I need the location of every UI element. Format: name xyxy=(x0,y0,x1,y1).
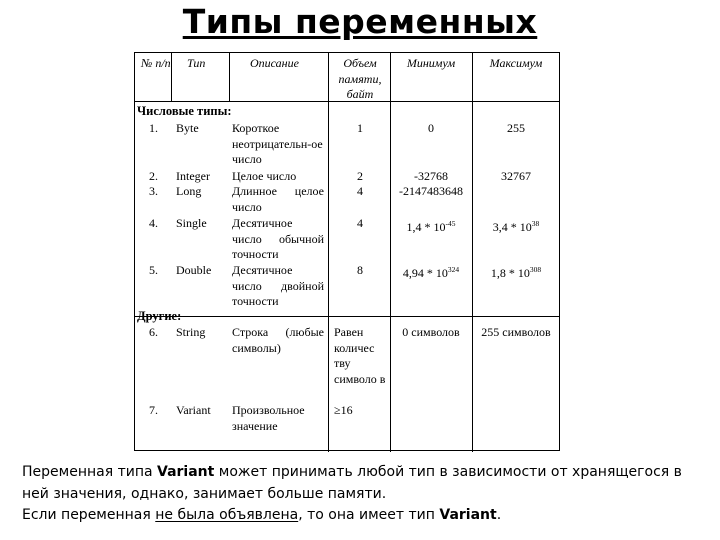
row-max: 255 xyxy=(507,121,525,135)
row-max: 255 символов xyxy=(481,325,551,339)
row-desc: Длинное целое число xyxy=(232,184,324,214)
row-min: 0 символов xyxy=(402,325,460,339)
row-size: ≥16 xyxy=(334,403,353,417)
row-type: String xyxy=(176,325,206,339)
row-min: -32768 xyxy=(414,169,448,183)
row-num: 7. xyxy=(149,403,158,417)
row-min: $4,94 * 10^{324}$ xyxy=(402,265,460,280)
row-type: Byte xyxy=(176,121,199,135)
row-num: 4. xyxy=(149,216,158,230)
row-desc: Строка (любые символы) xyxy=(232,325,324,355)
header-min: Минимум xyxy=(406,56,456,70)
row-type: Long xyxy=(176,184,202,198)
row-type: Variant xyxy=(176,403,211,417)
row-min: $1,4 * 10^{-45}$ xyxy=(406,219,456,234)
col-divider xyxy=(390,53,391,452)
section-other: Другие: xyxy=(137,309,182,323)
data-types-table xyxy=(134,52,560,451)
row-desc: Десятичное число обычной точности xyxy=(232,216,324,261)
row-max: $1,8 * 10^{308}$ xyxy=(490,265,542,280)
row-type: Single xyxy=(176,216,207,230)
row-size: 4 xyxy=(357,216,363,230)
row-desc: Целое число xyxy=(232,169,297,183)
row-desc: Короткое неотрицательн-ое число xyxy=(232,121,323,166)
row-num: 6. xyxy=(149,325,158,339)
col-divider xyxy=(171,53,172,101)
row-size: Равен количес тву символо в xyxy=(334,325,386,386)
row-size: 8 xyxy=(357,263,363,277)
page-title: Типы переменных xyxy=(182,2,538,41)
row-size: 4 xyxy=(357,184,363,198)
row-min: -2147483648 xyxy=(399,184,463,198)
header-size: Объем памяти, байт xyxy=(338,56,382,101)
row-type: Double xyxy=(176,263,212,277)
row-type: Integer xyxy=(176,169,210,183)
row-num: 5. xyxy=(149,263,158,277)
row-num: 3. xyxy=(149,184,158,198)
header-max: Максимум xyxy=(489,56,543,70)
header-description: Описание xyxy=(250,56,299,70)
row-max: 32767 xyxy=(501,169,531,183)
header-type: Тип xyxy=(187,56,206,70)
header-num: № п/п xyxy=(141,56,171,70)
variant-note: Переменная типа Variant может принимать любой тип в зависимости от хранящегося в ней значения, однако, занимает больше памяти. Если переменная не была объявлена, то она имеет тип Variant. xyxy=(22,464,682,523)
row-max: $3,4 * 10^{38}$ xyxy=(492,219,540,234)
row-size: 1 xyxy=(357,121,363,135)
col-divider xyxy=(472,53,473,452)
row-divider xyxy=(135,316,559,317)
section-numeric: Числовые типы: xyxy=(137,104,232,118)
row-num: 2. xyxy=(149,169,158,183)
row-size: 2 xyxy=(357,169,363,183)
row-min: 0 xyxy=(428,121,434,135)
row-num: 1. xyxy=(149,121,158,135)
row-desc: Произвольное значение xyxy=(232,403,305,433)
col-divider xyxy=(328,53,329,452)
col-divider xyxy=(229,53,230,101)
row-desc: Десятичное число двойной точности xyxy=(232,263,324,308)
